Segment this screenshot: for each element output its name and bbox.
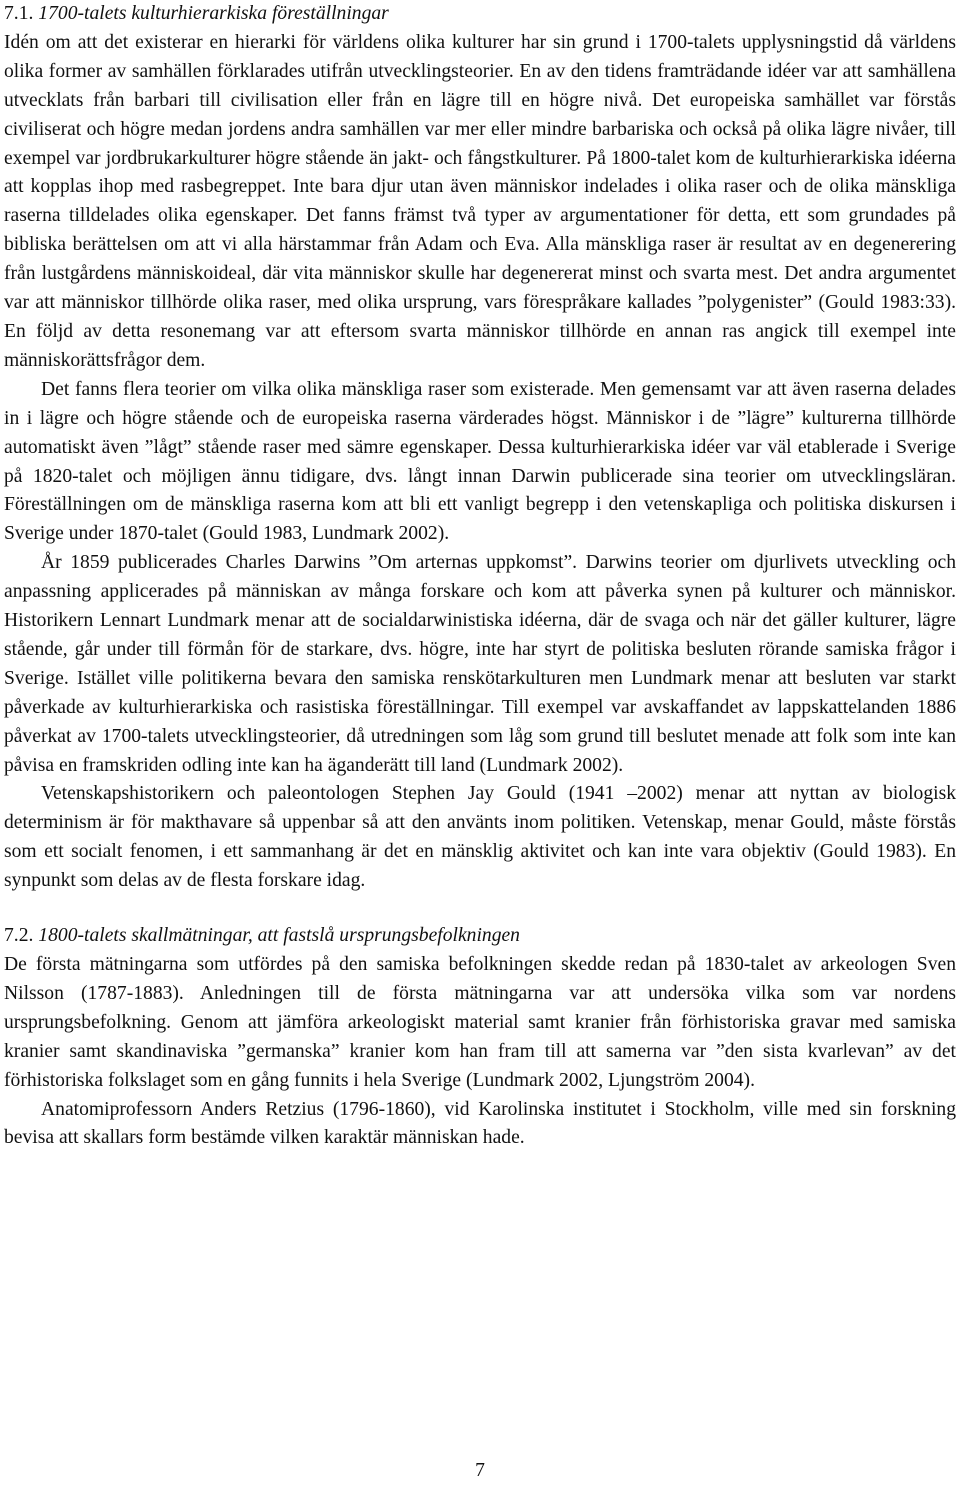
paragraph: Idén om att det existerar en hierarki för världens olika kulturer har sin grund i 1700-talets upplysningstid då världens olika former av samhällen förklarades utifrån utvecklingsteorier. En av den tidens framträdande idéer var att samhällena utvecklats från barbari till civilisation eller från en lägre till en högre nivå. Det europeiska samhället var förstås civiliserat och högre medan jordens andra samhällen var mer eller mindre barbariska och också på olika lägre nivåer, till exempel var jordbrukarkulturer högre stående än jakt- och fångstkulturer. På 1800-talet kom de kulturhierarkiska idéerna att kopplas ihop med rasbegreppet. Inte bara djur utan även människor indelades i olika raser och de olika mänskliga raserna tilldelades olika egenskaper. Det fanns främst två typer av argumentationer för detta, ett som grundades på bibliska berättelsen om att vi alla härstammar från Adam och Eva. Alla mänskliga raser är resultat av en degenerering från lustgårdens människoideal, där vita människor skulle har degenererat minst och svarta mest. Det andra argumentet var att människor tillhörde olika raser, med olika ursprung, vars förespråkare kallades ”polygenister” (Gould 1983:33). En följd av detta resonemang var att eftersom svarta människor tillhörde en annan ras angick till exempel inte människorättsfrågor dem. bbox=[4, 31, 956, 371]
section-heading-7-2 bbox=[4, 922, 956, 951]
section-title: 1700-talets kulturhierarkiska föreställningar bbox=[38, 3, 389, 24]
paragraph: De första mätningarna som utfördes på den samiska befolkningen skedde redan på 1830-talet av arkeologen Sven Nilsson (1787-1883). Anledningen till de första mätningarna var att undersöka vilka som var nordens ursprungsbefolkning. Genom att jämföra arkeologiskt material samt kranier från förhistoriska gravar med samiska kranier samt skandinaviska ”germanska” kranier kom han fram till att samerna var ”den sista kvarlevan” av det förhistoriska folkslaget som en gång funnits i hela Sverige (Lundmark 2002, Ljungström 2004). bbox=[4, 954, 956, 1091]
section-number: 7.2. bbox=[4, 925, 34, 947]
section-spacer bbox=[4, 896, 956, 922]
paragraph: Vetenskapshistorikern och paleontologen Stephen Jay Gould (1941 –2002) menar att nyttan av biologisk determinism är för makthavare så uppenbar så att den använts inom politiken. Vetenskap, menar Gould, måste förstås som ett socialt fenomen, i ett sammanhang är det en mänsklig aktivitet och kan inte vara objektiv (Gould 1983). En synpunkt som delas av de flesta forskare idag. bbox=[4, 783, 956, 892]
paragraph: Anatomiprofessorn Anders Retzius (1796-1860), vid Karolinska institutet i Stockholm, ville med sin forskning bevisa att skallars form bestämde vilken karaktär människan hade. bbox=[4, 1098, 956, 1149]
document-page bbox=[4, 0, 956, 1153]
paragraph: Det fanns flera teorier om vilka olika mänskliga raser som existerade. Men gemensamt var att även raserna delades in i lägre och högre stående och de europeiska raserna värderades högst. Människor i de ”lägre” kulturerna tillhörde automatiskt även ”lågt” stående raser med sämre egenskaper. Dessa kulturhierarkiska idéer var väl etablerade i Sverige på 1820-talet och möjligen ännu tidigare, dvs. långt innan Darwin publicerade sina teorier om utvecklingsläran. Föreställningen om de mänskliga raserna kom att bli ett vanligt begrepp i den vetenskapliga och politiska diskursen i Sverige under 1870-talet (Gould 1983, Lundmark 2002). bbox=[4, 378, 956, 545]
section-heading-7-1 bbox=[4, 0, 956, 29]
page-number: 7 bbox=[475, 1460, 485, 1481]
section-number: 7.1. bbox=[4, 3, 34, 24]
paragraph: År 1859 publicerades Charles Darwins ”Om arternas uppkomst”. Darwins teorier om djurlivets utveckling och anpassning applicerades på människan av många forskare och kom att påverka synen på kulturer och människor. Historikern Lennart Lundmark menar att de socialdarwinistiska idéerna, där de svaga och när det gäller kulturer, lägre stående, går under till förmån för de starkare, dvs. högre, inte har styrt de politiska besluten rörande samiska frågor i Sverige. Istället ville politikerna bevara den samiska renskötarkulturen men Lundmark menar att besluten var starkt påverkade av kulturhierarkiska och rasistiska föreställningar. Till exempel var avskaffandet av lappskattelanden 1886 påverkat av 1700-talets utvecklingsteorier, då utredningen som låg som grund till beslutet menade att folk som inte kan påvisa en framskriden odling inte kan ha äganderätt till land (Lundmark 2002). bbox=[4, 552, 956, 776]
section-title: 1800-talets skallmätningar, att fastslå ursprungsbefolkningen bbox=[38, 925, 520, 947]
